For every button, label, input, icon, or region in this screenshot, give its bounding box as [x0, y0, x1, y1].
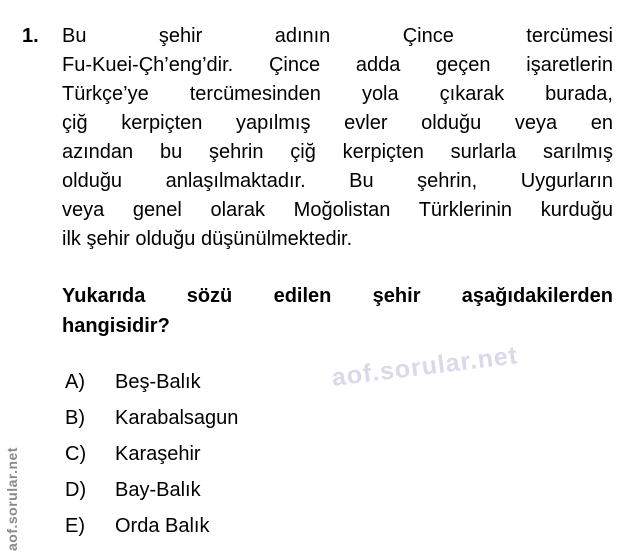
question-prompt-line: hangisidir?: [62, 315, 170, 337]
option-text: Bay-Balık: [115, 479, 201, 501]
watermark-diagonal: aof.sorular.net: [330, 341, 520, 392]
option-letter: B): [65, 407, 85, 429]
option-letter: C): [65, 443, 87, 465]
option-row-c[interactable]: [62, 436, 613, 472]
option-text: Orda Balık: [115, 515, 210, 537]
question-text-line: veya genel olarak Moğolistan Türklerinin kurduğu: [62, 199, 613, 221]
question-text-line: olduğu anlaşılmaktadır. Bu şehrin, Uygurların: [62, 170, 613, 192]
option-text: Beş-Balık: [115, 371, 201, 393]
question-text-line: Türkçe’ye tercümesinden yola çıkarak burada,: [62, 83, 613, 105]
option-text: Karabalsagun: [115, 407, 239, 429]
option-letter: A): [65, 371, 85, 393]
option-text: Karaşehir: [115, 443, 201, 465]
option-row-e[interactable]: [62, 508, 613, 544]
question-body: [62, 22, 613, 254]
question-content: [62, 22, 613, 544]
option-letter: D): [65, 479, 87, 501]
question-text-line: Bu şehir adının Çince tercümesi: [62, 25, 613, 47]
question-prompt: [62, 281, 613, 341]
question-number: 1.: [22, 25, 39, 47]
question-text-line: azından bu şehrin çiğ kerpiçten surlarla sarılmış: [62, 141, 613, 163]
option-letter: E): [65, 515, 85, 537]
question-text-line: Fu-Kuei-Çh’eng’dir. Çince adda geçen işaretlerin: [62, 54, 613, 76]
answer-options: [62, 364, 613, 544]
option-row-d[interactable]: [62, 472, 613, 508]
question-text-line: ilk şehir olduğu düşünülmektedir.: [62, 228, 353, 250]
question-block: [22, 22, 613, 544]
option-row-b[interactable]: [62, 400, 613, 436]
question-text-line: çiğ kerpiçten yapılmış evler olduğu veya en: [62, 112, 613, 134]
option-row-a[interactable]: [62, 364, 613, 400]
watermark-vertical: aof.sorular.net: [4, 447, 20, 551]
question-prompt-line: Yukarıda sözü edilen şehir aşağıdakilerden: [62, 285, 613, 307]
